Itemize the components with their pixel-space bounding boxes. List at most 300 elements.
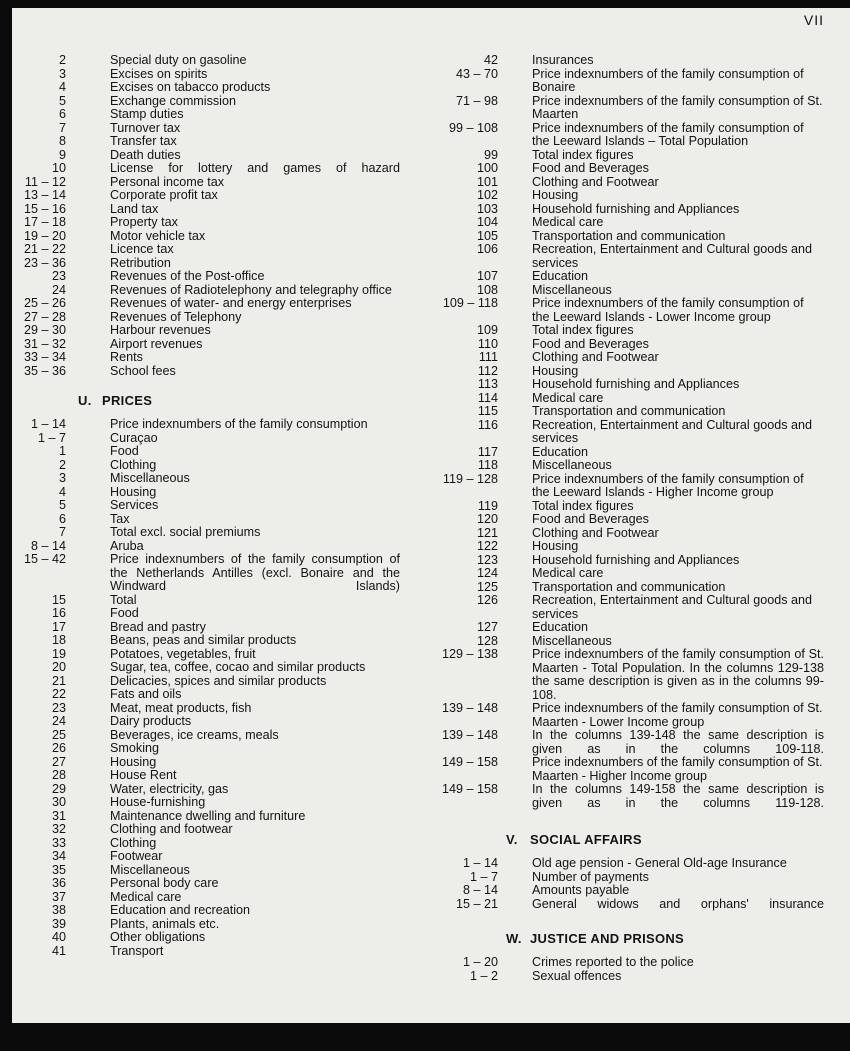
section-u-letter: U. — [78, 393, 92, 408]
entry-description: Water, electricity, gas — [110, 781, 229, 796]
entry-description: Recreation, Entertainment and Cultural goods and services — [532, 593, 813, 621]
index-entry — [414, 527, 824, 541]
entry-description: Property tax — [110, 215, 178, 229]
entry-number: 117 — [477, 444, 498, 459]
entry-number: 1 – 20 — [462, 955, 498, 969]
section-v-heading — [414, 832, 824, 847]
index-entry — [414, 594, 824, 621]
entry-number: 28 — [51, 768, 66, 782]
index-entry — [12, 823, 400, 837]
index-entry — [12, 432, 400, 446]
entry-number: 1 – 7 — [37, 430, 66, 445]
index-entry — [414, 149, 824, 163]
entry-number: 6 — [58, 107, 66, 121]
index-entry — [12, 351, 400, 365]
entry-description: Old age pension - General Old-age Insurance — [532, 856, 787, 870]
entry-description: Special duty on gasoline — [110, 53, 247, 67]
entry-number: 40 — [51, 930, 66, 944]
entry-number: 27 — [51, 754, 66, 769]
index-entry — [414, 68, 824, 95]
entry-description: Clothing and Footwear — [532, 525, 659, 540]
entry-description: Recreation, Entertainment and Cultural goods and services — [532, 417, 813, 445]
index-entry — [12, 149, 400, 163]
entry-description: Stamp duties — [110, 107, 184, 121]
entry-number: 29 — [51, 781, 66, 796]
entry-number: 108 — [476, 282, 498, 297]
index-entry — [414, 884, 824, 898]
index-entry — [12, 621, 400, 635]
index-entry — [12, 270, 400, 284]
entry-description: Housing — [532, 539, 579, 553]
entry-description: License for lottery and games of hazard — [110, 161, 400, 175]
section-v-title: SOCIAL AFFAIRS — [530, 832, 642, 847]
index-entry — [414, 351, 824, 365]
entry-description: Miscellaneous — [110, 471, 190, 485]
index-entry — [12, 418, 400, 432]
entry-description: Number of payments — [532, 869, 649, 884]
section-w-letter: W. — [506, 931, 522, 946]
entry-number: 15 – 16 — [23, 201, 66, 216]
entry-description: Curaçao — [110, 430, 158, 445]
entry-number: 30 — [51, 795, 66, 809]
entry-description: Transportation and communication — [532, 228, 726, 243]
entry-description: Services — [110, 498, 159, 512]
entry-description: Corporate profit tax — [110, 188, 218, 202]
entry-number: 42 — [483, 53, 498, 67]
index-entry — [414, 857, 824, 871]
entry-description: Bread and pastry — [110, 619, 206, 634]
entry-description: Excises on spirits — [110, 66, 208, 81]
index-entry — [414, 189, 824, 203]
entry-number: 107 — [476, 269, 498, 283]
entry-description: Housing — [532, 188, 579, 202]
index-entry — [414, 378, 824, 392]
entry-description: Clothing and Footwear — [532, 350, 659, 364]
index-entry — [12, 365, 400, 379]
entry-number: 36 — [51, 876, 66, 890]
index-entry — [12, 95, 400, 109]
entry-number: 1 – 14 — [30, 417, 66, 431]
entry-description: Total excl. social premiums — [110, 525, 261, 539]
index-entry — [414, 567, 824, 581]
index-entry — [12, 135, 400, 149]
entry-description: Food and Beverages — [532, 336, 649, 351]
index-entry — [414, 621, 824, 635]
index-entry — [12, 68, 400, 82]
entry-description: Price indexnumbers of the family consumption of St. Maarten - Total Population. In the columns 129-138 the same description is given as in the columns 99-108. — [532, 647, 824, 702]
entry-number: 1 – 7 — [469, 869, 498, 884]
entry-number: 139 – 148 — [441, 701, 498, 715]
index-entry — [12, 203, 400, 217]
entry-number: 37 — [51, 889, 66, 904]
index-entry — [414, 95, 824, 122]
entry-description: Education — [532, 620, 589, 634]
entry-number: 119 – 128 — [442, 471, 498, 486]
index-entry — [12, 513, 400, 527]
index-entry — [414, 176, 824, 190]
entry-description: Medical care — [532, 566, 604, 580]
index-entry — [414, 392, 824, 406]
entry-number: 33 – 34 — [23, 350, 66, 364]
entry-number: 24 — [51, 282, 66, 297]
entry-description: Crimes reported to the police — [532, 955, 694, 969]
entry-description: Recreation, Entertainment and Cultural goods and services — [532, 242, 813, 270]
index-entry — [12, 284, 400, 298]
entry-number: 21 – 22 — [23, 242, 66, 256]
index-entry — [12, 176, 400, 190]
index-entry — [414, 297, 824, 324]
entry-description: Transport — [110, 943, 164, 958]
entry-description: Clothing — [110, 457, 157, 472]
index-entry — [12, 715, 400, 729]
entry-number: 25 – 26 — [23, 296, 66, 310]
entry-description: Harbour revenues — [110, 323, 211, 337]
entry-number: 139 – 148 — [441, 728, 498, 742]
entry-description: Price indexnumbers of the family consumption of St. Maarten — [532, 93, 823, 121]
index-entry — [12, 230, 400, 244]
entry-description: In the columns 139-148 the same description is given as in the columns 109-118. — [532, 728, 824, 756]
index-entry — [414, 365, 824, 379]
entry-number: 24 — [51, 714, 66, 728]
entry-description: Education — [532, 444, 589, 459]
index-entry — [12, 702, 400, 716]
entry-number: 116 — [477, 417, 498, 432]
index-entry — [414, 635, 824, 649]
entry-description: Household furnishing and Appliances — [532, 377, 740, 391]
index-entry — [414, 216, 824, 230]
entry-number: 120 — [476, 512, 498, 526]
index-entry — [12, 918, 400, 932]
index-entry — [414, 284, 824, 298]
index-entry — [414, 203, 824, 217]
entry-number: 103 — [476, 201, 498, 216]
entry-number: 126 — [476, 593, 498, 607]
entry-description: Price indexnumbers of the family consumption — [110, 417, 368, 431]
index-entry — [12, 945, 400, 959]
entry-number: 7 — [58, 120, 66, 135]
index-entry — [12, 850, 400, 864]
index-entry — [414, 270, 824, 284]
index-entry — [414, 446, 824, 460]
entry-number: 4 — [58, 80, 66, 94]
entry-number: 26 — [51, 741, 66, 755]
index-entry — [12, 122, 400, 136]
index-entry — [414, 756, 824, 783]
entry-description: Total — [110, 592, 137, 607]
index-entry — [12, 257, 400, 271]
entry-description: Clothing — [110, 835, 157, 850]
entry-description: Food — [110, 606, 139, 620]
index-entry — [414, 871, 824, 885]
entry-number: 15 — [51, 592, 66, 607]
entry-description: Medical care — [532, 215, 604, 229]
entry-number: 35 – 36 — [23, 363, 66, 378]
right-column — [414, 54, 824, 983]
section-u-title: PRICES — [102, 393, 153, 408]
entry-description: Footwear — [110, 849, 163, 863]
entry-description: Medical care — [532, 390, 604, 405]
index-entry — [12, 189, 400, 203]
index-entry — [12, 675, 400, 689]
entry-number: 109 — [476, 323, 498, 337]
index-entry — [414, 54, 824, 68]
entry-number: 127 — [476, 620, 498, 634]
entry-number: 34 — [51, 849, 66, 863]
entry-number: 9 — [58, 147, 66, 162]
entry-number: 128 — [476, 633, 498, 648]
entry-number: 1 — [58, 444, 66, 458]
index-entry — [12, 108, 400, 122]
entry-description: Household furnishing and Appliances — [532, 201, 740, 216]
index-entry — [414, 783, 824, 810]
index-entry — [414, 970, 824, 984]
index-entry — [12, 904, 400, 918]
entry-number: 114 — [477, 390, 498, 405]
entry-description: Miscellaneous — [110, 862, 190, 877]
index-entry — [12, 688, 400, 702]
index-entry — [12, 661, 400, 675]
entry-number: 1 – 2 — [469, 968, 498, 983]
entry-number: 129 – 138 — [441, 647, 498, 661]
entry-number: 15 – 42 — [23, 552, 66, 566]
entry-description: Price indexnumbers of the family consumption of St. Maarten - Higher Income group — [532, 755, 823, 783]
right-entry-list — [414, 54, 824, 810]
index-entry — [12, 472, 400, 486]
index-entry — [414, 419, 824, 446]
entry-number: 8 – 14 — [462, 883, 498, 897]
entry-number: 38 — [51, 903, 66, 917]
index-entry — [414, 162, 824, 176]
index-entry — [12, 756, 400, 770]
index-entry — [12, 243, 400, 257]
entry-number: 111 — [478, 350, 498, 364]
index-entry — [12, 297, 400, 311]
entry-number: 105 — [476, 228, 498, 243]
index-entry — [12, 459, 400, 473]
entry-description: Licence tax — [110, 242, 174, 256]
entry-description: Beverages, ice creams, meals — [110, 727, 279, 742]
section-u-heading — [12, 393, 400, 408]
entry-number: 102 — [476, 188, 498, 202]
entry-description: Death duties — [110, 147, 181, 162]
entry-description: Smoking — [110, 741, 159, 755]
entry-description: Excises on tabacco products — [110, 80, 271, 94]
entry-number: 19 – 20 — [23, 228, 66, 243]
entry-number: 33 — [51, 835, 66, 850]
entry-description: Food and Beverages — [532, 161, 649, 175]
entry-description: Revenues of water- and energy enterprises — [110, 296, 352, 310]
entry-number: 6 — [58, 511, 66, 526]
index-entry — [12, 783, 400, 797]
document-page — [12, 8, 850, 1023]
entry-description: Food — [110, 444, 139, 458]
entry-number: 2 — [58, 53, 66, 67]
entry-description: Household furnishing and Appliances — [532, 552, 740, 567]
entry-description: Retribution — [110, 255, 171, 270]
entry-description: Plants, animals etc. — [110, 916, 220, 931]
entry-number: 149 – 158 — [441, 755, 498, 769]
index-entry — [414, 243, 824, 270]
entry-description: Revenues of Radiotelephony and telegraphy office — [110, 282, 392, 297]
index-entry — [12, 810, 400, 824]
entry-number: 101 — [476, 174, 498, 189]
entry-description: General widows and orphans' insurance — [532, 896, 824, 911]
entry-description: Land tax — [110, 201, 159, 216]
entry-description: Fats and oils — [110, 687, 182, 701]
entry-description: Miscellaneous — [532, 282, 612, 297]
entry-number: 27 – 28 — [23, 309, 66, 324]
index-entry — [414, 729, 824, 756]
entry-description: Insurances — [532, 53, 594, 67]
entry-description: Delicacies, spices and similar products — [110, 673, 327, 688]
entry-number: 8 — [58, 134, 66, 148]
index-entry — [12, 742, 400, 756]
entry-description: Exchange commission — [110, 93, 236, 108]
entry-number: 17 – 18 — [23, 215, 66, 229]
entry-number: 122 — [476, 539, 498, 553]
entry-number: 121 — [476, 525, 498, 540]
index-entry — [12, 837, 400, 851]
entry-number: 17 — [51, 619, 66, 634]
entry-description: Transportation and communication — [532, 579, 726, 594]
entry-description: Education — [532, 269, 589, 283]
entry-number: 7 — [58, 525, 66, 539]
entry-description: Sugar, tea, coffee, cocao and similar products — [110, 660, 366, 674]
entry-number: 16 — [51, 606, 66, 620]
entry-description: Transportation and communication — [532, 404, 726, 418]
entry-number: 22 — [51, 687, 66, 701]
entry-description: House Rent — [110, 768, 177, 782]
entry-description: Medical care — [110, 889, 182, 904]
entry-number: 109 – 118 — [442, 296, 498, 310]
entry-number: 8 – 14 — [30, 538, 66, 553]
index-entry — [414, 324, 824, 338]
index-entry — [12, 445, 400, 459]
index-entry — [414, 581, 824, 595]
entry-description: Price indexnumbers of the family consumption of the Leeward Islands – Total Population — [532, 120, 804, 148]
entry-description: Miscellaneous — [532, 458, 612, 472]
index-entry — [12, 877, 400, 891]
index-entry — [12, 729, 400, 743]
left-entry-list — [12, 54, 400, 378]
entry-number: 71 – 98 — [455, 93, 498, 108]
entry-number: 23 — [51, 269, 66, 283]
index-entry — [12, 81, 400, 95]
entry-description: Tax — [110, 511, 130, 526]
entry-description: Total index figures — [532, 323, 634, 337]
entry-number: 118 — [477, 458, 498, 472]
entry-description: Education and recreation — [110, 903, 251, 917]
entry-number: 112 — [477, 363, 498, 378]
entry-number: 29 – 30 — [23, 323, 66, 337]
entry-number: 11 – 12 — [24, 174, 66, 189]
entry-description: Price indexnumbers of the family consumption of the Leeward Islands - Higher Income group — [532, 471, 804, 499]
entry-number: 18 — [51, 633, 66, 647]
entry-number: 3 — [58, 66, 66, 81]
entry-description: Price indexnumbers of the family consumption of St. Maarten - Lower Income group — [532, 701, 823, 729]
section-u-entry-list — [12, 418, 400, 958]
index-entry — [12, 486, 400, 500]
index-entry — [12, 311, 400, 325]
index-entry — [12, 796, 400, 810]
entry-description: Personal body care — [110, 876, 219, 890]
entry-number: 41 — [51, 943, 66, 958]
entry-description: Rents — [110, 350, 143, 364]
entry-number: 115 — [477, 404, 498, 418]
entry-description: Potatoes, vegetables, fruit — [110, 646, 256, 661]
index-entry — [414, 898, 824, 912]
entry-number: 123 — [476, 552, 498, 567]
entry-description: Price indexnumbers of the family consumption of the Netherlands Antilles (excl. Bonaire and the Windward Islands) — [110, 552, 400, 593]
entry-description: Clothing and footwear — [110, 822, 233, 836]
index-entry — [12, 864, 400, 878]
entry-description: In the columns 149-158 the same description is given as in the columns 119-128. — [532, 782, 824, 810]
index-entry — [414, 338, 824, 352]
entry-description: Clothing and Footwear — [532, 174, 659, 189]
entry-description: House-furnishing — [110, 795, 206, 809]
section-w-heading — [414, 931, 824, 946]
index-entry — [12, 553, 400, 594]
index-entry — [12, 54, 400, 68]
entry-description: Maintenance dwelling and furniture — [110, 808, 306, 823]
index-entry — [414, 500, 824, 514]
index-entry — [414, 459, 824, 473]
index-entry — [414, 405, 824, 419]
entry-description: Turnover tax — [110, 120, 181, 135]
entry-number: 39 — [51, 916, 66, 931]
index-entry — [414, 230, 824, 244]
entry-description: Miscellaneous — [532, 633, 612, 648]
index-entry — [12, 324, 400, 338]
entry-number: 25 — [51, 727, 66, 742]
section-v-entry-list — [414, 857, 824, 911]
section-w-entry-list — [414, 956, 824, 983]
entry-number: 2 — [58, 457, 66, 472]
section-v-letter: V. — [506, 832, 518, 847]
index-entry — [12, 634, 400, 648]
entry-description: Housing — [110, 484, 157, 499]
index-entry — [414, 554, 824, 568]
entry-number: 113 — [477, 377, 498, 391]
entry-number: 19 — [51, 646, 66, 661]
entry-description: Food and Beverages — [532, 512, 649, 526]
entry-description: Transfer tax — [110, 134, 177, 148]
index-entry — [12, 499, 400, 513]
entry-number: 99 — [483, 147, 498, 162]
entry-number: 3 — [58, 471, 66, 485]
index-entry — [414, 540, 824, 554]
index-entry — [12, 891, 400, 905]
index-entry — [414, 648, 824, 702]
index-entry — [12, 162, 400, 176]
entry-description: Total index figures — [532, 147, 634, 162]
index-entry — [12, 931, 400, 945]
entry-description: Housing — [110, 754, 157, 769]
entry-number: 43 – 70 — [455, 66, 498, 81]
index-entry — [12, 540, 400, 554]
index-entry — [12, 526, 400, 540]
entry-number: 13 – 14 — [23, 188, 66, 202]
entry-number: 10 — [51, 161, 66, 175]
entry-description: Airport revenues — [110, 336, 203, 351]
entry-description: Dairy products — [110, 714, 192, 728]
entry-number: 119 — [477, 498, 498, 513]
entry-description: Revenues of Telephony — [110, 309, 242, 324]
entry-number: 125 — [476, 579, 498, 594]
index-entry — [414, 702, 824, 729]
section-w-title: JUSTICE AND PRISONS — [530, 931, 685, 946]
entry-number: 4 — [58, 484, 66, 499]
